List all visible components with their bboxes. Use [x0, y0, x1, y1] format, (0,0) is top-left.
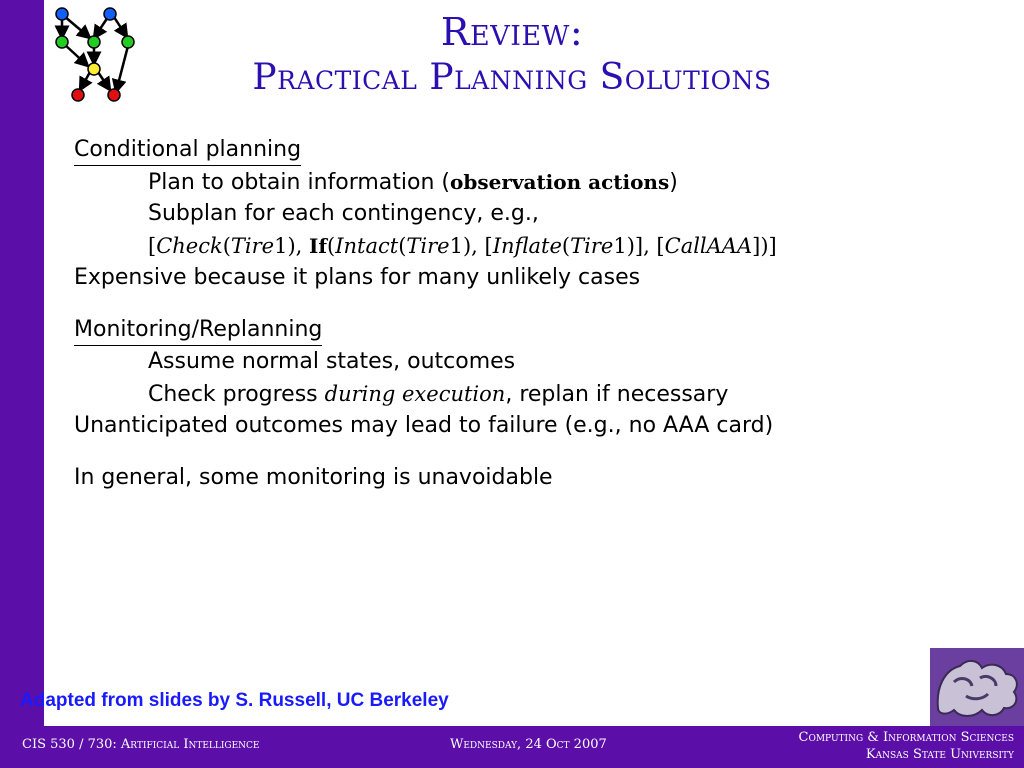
- conditional-example-formula: [74, 230, 974, 262]
- general-statement: In general, some monitoring is unavoidable: [74, 465, 553, 490]
- text: 1)], [: [613, 234, 665, 258]
- footer-university: Kansas State University: [865, 747, 1014, 762]
- text: Check progress: [148, 382, 325, 407]
- text: Intact: [335, 234, 399, 258]
- conditional-note: Expensive because it plans for many unlikely cases: [74, 265, 641, 290]
- during-execution-text: during execution: [324, 382, 506, 406]
- footer-date: Wednesday, 24 Oct 2007: [450, 737, 607, 752]
- conditional-item-2: Subplan for each contingency, e.g.,: [148, 201, 539, 226]
- observation-actions-text: observation actions: [450, 170, 670, 194]
- conditional-heading: Conditional planning: [74, 135, 301, 166]
- monitoring-heading-line: [74, 314, 974, 346]
- text: Tire: [406, 234, 450, 258]
- slide-title-line-1: Review:: [440, 10, 584, 54]
- text: (: [222, 234, 231, 258]
- footer-course: CIS 530 / 730: Artificial Intelligence: [22, 737, 260, 752]
- text: If: [309, 234, 327, 258]
- text: 1),: [274, 234, 310, 258]
- footer-department: Computing & Information Sciences: [798, 730, 1014, 745]
- text: (: [398, 234, 407, 258]
- monitoring-item-1: Assume normal states, outcomes: [148, 349, 516, 374]
- monitoring-item-2: [74, 378, 974, 410]
- section-gap: [74, 294, 974, 314]
- text: Tire: [230, 234, 275, 258]
- conditional-item-1: [74, 166, 974, 198]
- text: Check: [156, 234, 223, 258]
- text: ): [669, 170, 678, 195]
- conditional-heading-line: [74, 134, 974, 166]
- section-gap: [74, 442, 974, 462]
- monitoring-note: Unanticipated outcomes may lead to failure (e.g., no AAA card): [74, 413, 774, 438]
- monitoring-heading: Monitoring/Replanning: [74, 315, 322, 346]
- text: (: [327, 234, 336, 258]
- credit-text: Adapted from slides by S. Russell, UC Berkeley: [20, 690, 449, 711]
- text: Plan to obtain information (: [148, 170, 451, 195]
- text: (: [561, 234, 571, 258]
- left-sidebar-bar: [0, 0, 44, 768]
- slide-content: [74, 134, 974, 494]
- text: 1), [: [449, 234, 493, 258]
- text: , replan if necessary: [505, 382, 729, 407]
- wildcat-logo-icon: [930, 648, 1024, 726]
- slide-title-line-2: Practical Planning Solutions: [252, 57, 772, 98]
- text: [: [148, 234, 157, 258]
- text: ])]: [752, 234, 777, 258]
- text: Inflate: [492, 234, 562, 258]
- text: CallAAA: [664, 234, 753, 258]
- text: Tire: [570, 234, 614, 258]
